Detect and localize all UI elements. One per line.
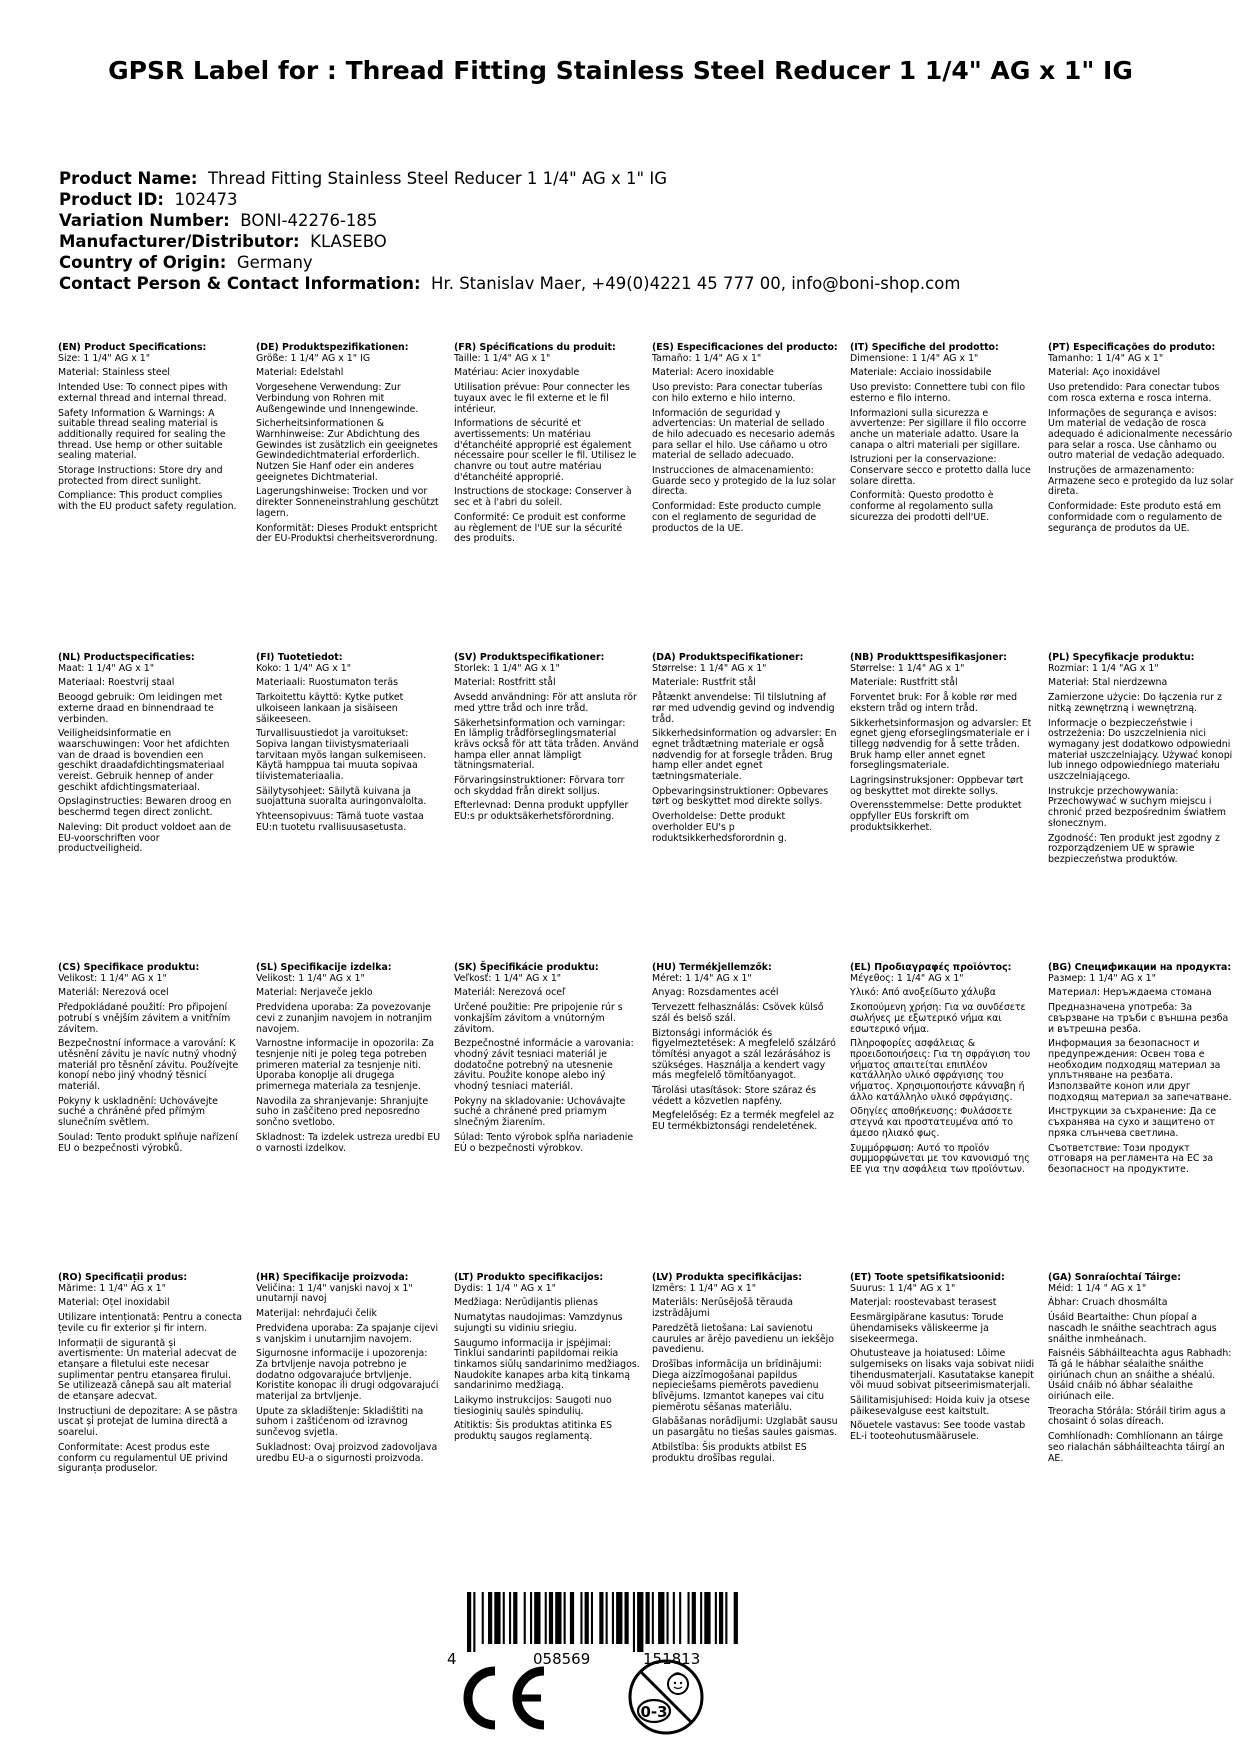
spec-line: Safety Information & Warnings: A suitable thread sealing material is additionally required for sealing the thread. Use hemp or other suitable sealing material. — [58, 407, 226, 462]
barcode-bar — [524, 1592, 526, 1644]
barcode-bar — [700, 1592, 702, 1644]
info-label: Product ID: — [59, 190, 164, 209]
spec-line: Материал: Неръждаема стомана — [1048, 987, 1212, 999]
barcode-bar — [482, 1592, 484, 1644]
spec-heading: (FR) Spécifications du produit: — [454, 342, 616, 353]
spec-line: Materiál: Nerezová oceľ — [454, 987, 566, 999]
spec-line: Veľkosť: 1 1/4" AG x 1" — [454, 972, 562, 984]
spec-line: Beoogd gebruik: Om leidingen met externe draad en binnendraad te verbinden. — [58, 692, 223, 725]
spec-line: Naleving: Dit product voldoet aan de EU-voorschriften voor productveiligheid. — [58, 821, 231, 855]
spec-line: Koko: 1 1/4" AG x 1" — [256, 662, 352, 674]
spec-line: Bezpečnostné informácie a varovania: vhodný závit tesniaci materiál je dodatočne potrebný na utesnenie závitu. Použite konope alebo iný vhodný tesniaci materiál. — [454, 1038, 634, 1093]
spec-line: Συμμόρφωση: Αυτό το προϊόν συμμορφώνεται με τον κανονισμό της ΕΕ για την ασφάλεια των προϊόντων. — [850, 1142, 1030, 1175]
spec-line: Ábhar: Cruach dhosmálta — [1048, 1297, 1168, 1309]
spec-line: Instrucțiuni de depozitare: A se păstra uscat și protejat de lumina directă a soarelui. — [58, 1405, 238, 1439]
barcode-bar — [503, 1592, 505, 1644]
spec-line: Treoracha Stórála: Stóráil tirim agus a chosaint ó solas díreach. — [1048, 1405, 1226, 1428]
spec-line: Overholdelse: Dette produkt overholder EU's p roduktsikkerhedsforordnin g. — [652, 811, 787, 844]
spec-line: Materiale: Rustfritt stål — [850, 677, 958, 689]
spec-line: Material: Edelstahl — [256, 367, 344, 379]
spec-heading: (NB) Produkttspesifikasjoner: — [850, 652, 1007, 663]
spec-heading: (LT) Produkto specifikacijos: — [454, 1272, 604, 1283]
age-warning — [626, 1657, 706, 1741]
spec-heading: (EL) Προδιαγραφές προϊόντος: — [850, 962, 1012, 973]
barcode-bar — [534, 1592, 540, 1644]
info-label: Manufacturer/Distributor: — [59, 232, 300, 251]
spec-line: Υλικό: Από ανοξείδωτο χάλυβα — [850, 987, 996, 999]
spec-line: Sukladnost: Ovaj proizvod zadovoljava uredbu EU-a o sigurnosti proizvoda. — [256, 1441, 438, 1464]
spec-line: Conformitate: Acest produs este conform cu regulamentul UE privind siguranța produselor. — [58, 1441, 228, 1475]
spec-line: Materiaal: Roestvrij staal — [58, 677, 175, 689]
spec-line: Informations de sécurité et avertissements: Un matériau d'étanchéité approprié est également nécessaire pour sceller le fil. Utilisez le chanvre ou tout autre matériau d'étanchéité approprié. — [454, 418, 637, 483]
spec-line: Vorgesehene Verwendung: Zur Verbindung von Rohren mit Außengewinde und Innengewinde. — [256, 382, 419, 415]
spec-line: Anyag: Rozsdamentes acél — [652, 987, 779, 999]
spec-heading: (SL) Specifikacije izdelka: — [256, 962, 392, 973]
not-for-children-icon — [626, 1657, 706, 1737]
spec-line: Предназначена употреба: За свързване на тръби с външна резба и вътрешна резба. — [1048, 1002, 1229, 1035]
spec-block — [256, 343, 442, 549]
spec-line: Инструкции за съхранение: Да се съхранява на сухо и защитено от пряка слънчева светлина. — [1048, 1106, 1217, 1139]
barcode-bar — [488, 1592, 492, 1644]
barcode-bar — [715, 1592, 717, 1644]
spec-line: Material: Oțel inoxidabil — [58, 1297, 170, 1309]
spec-line: Instructions de stockage: Conserver à sec et à l'abri du soleil. — [454, 486, 632, 509]
spec-block — [58, 1273, 244, 1479]
spec-line: Materiál: Nerezová ocel — [58, 987, 169, 999]
spec-heading: (HU) Termékjellemzők: — [652, 962, 772, 973]
spec-line: Skladnost: Ta izdelek ustreza uredbi EU o varnosti izdelkov. — [256, 1131, 441, 1154]
barcode-bar — [725, 1592, 727, 1644]
barcode-digits: 058569 — [533, 1650, 591, 1668]
ce-mark — [455, 1665, 550, 1735]
spec-line: Turvallisuustiedot ja varoitukset: Sopiva langan tiivistysmateriaali tarvitaan myös langan sulkemiseen. Käytä hamppua tai muuta sopivaa tiivistemateriaalia. — [256, 728, 427, 783]
barcode-bar — [679, 1592, 681, 1644]
spec-line: Overensstemmelse: Dette produktet oppfyller EUs forskrift om produktsikkerhet. — [850, 800, 1022, 833]
spec-line: Sicherheitsinformationen & Warnhinweise: Zur Abdichtung des Gewindes ist zusätzlich ein geeignetes Gewindedichtmaterial erforderlich. Nutzen Sie Hanf oder ein anderes geeignetes Dichtmaterial. — [256, 418, 438, 483]
spec-line: Material: Stainless steel — [58, 367, 170, 379]
spec-line: Méret: 1 1/4" AG x 1" — [652, 972, 752, 984]
spec-line: Veiligheidsinformatie en waarschuwingen: Voor het afdichten van de draad is bovendien een geschikt draadafdichtingsmateriaal vereist. Gebruik hennep of ander geschikt afdichtingsmateriaal. — [58, 728, 230, 793]
spec-line: Opbevaringsinstruktioner: Opbevares tørt og beskyttet mod direkte sollys. — [652, 785, 829, 808]
barcode-bar — [637, 1592, 643, 1652]
spec-block — [1048, 653, 1234, 870]
page-title: GPSR Label for : Thread Fitting Stainless Steel Reducer 1 1/4" AG x 1" IG — [108, 56, 1133, 85]
spec-heading: (ES) Especificaciones del producto: — [652, 342, 838, 353]
spec-block — [1048, 963, 1234, 1180]
spec-line: Predviđena uporaba: Za spajanje cijevi s vanjskim i unutarnjim navojem. — [256, 1322, 439, 1345]
spec-line: Materiāls: Nerūsējošā tērauda izstrādājumi — [652, 1297, 793, 1320]
spec-line: Material: Nerjaveče jeklo — [256, 987, 373, 999]
info-contact — [59, 273, 960, 294]
spec-line: Méid: 1 1/4 " AG x 1" — [1048, 1282, 1147, 1294]
spec-line: Informações de segurança e avisos: Um material de vedação de rosca adequado é adicionalmente necessário para selar a rosca. Use cânhamo ou outro material de vedação adequado. — [1048, 407, 1233, 462]
spec-line: Atbilstība: Šis produkts atbilst ES produktu drošības regulai. — [652, 1441, 807, 1464]
spec-line: Material: Acero inoxidable — [652, 367, 774, 379]
barcode-bar — [564, 1592, 566, 1644]
spec-line: Informacje o bezpieczeństwie i ostrzeżenia: Do uszczelnienia nici wymagany jest dodatkowo odpowiedni materiał uszczelniający. Używać konopi lub innego odpowiedniego materiału uszczelniającego. — [1048, 717, 1233, 783]
spec-line: Säilitamisjuhised: Hoida kuiv ja otsese päikesevalguse eest kaitstult. — [850, 1395, 1030, 1417]
spec-line: Navodila za shranjevanje: Shranjujte suho in zaščiteno pred neposredno sončno svetlobo. — [256, 1095, 429, 1129]
spec-line: Größe: 1 1/4" AG x 1" IG — [256, 352, 371, 364]
barcode-bar — [545, 1592, 547, 1644]
spec-line: Suurus: 1 1/4" AG x 1" — [850, 1282, 956, 1294]
barcode-bar — [667, 1592, 669, 1644]
spec-line: Lagerungshinweise: Trocken und vor direkter Sonneneinstrahlung geschützt lagern. — [256, 486, 439, 519]
spec-heading: (DA) Produktspecifikationer: — [652, 652, 804, 663]
spec-line: Forventet bruk: For å koble rør med ekstern tråd og intern tråd. — [850, 692, 1018, 714]
spec-line: Tárolási utasítások: Store száraz és védett a közvetlen napfény. — [652, 1085, 817, 1107]
spec-line: Tarkoitettu käyttö: Kytke putket ulkoiseen lankaan ja sisäiseen säikeeseen. — [256, 692, 404, 725]
spec-line: Opslaginstructies: Bewaren droog en beschermd tegen direct zonlicht. — [58, 796, 232, 819]
barcode-bar — [704, 1592, 710, 1644]
info-value: 102473 — [174, 190, 238, 209]
spec-line: Σκοπούμενη χρήση: Για να συνδέσετε σωλήνες με εξωτερικό νήμα και εσωτερικό νήμα. — [850, 1002, 1026, 1035]
spec-line: Úsáid Beartaithe: Chun píopaí a nascadh le snáithe seachtrach agus snáithe inmheánach. — [1048, 1312, 1217, 1345]
spec-line: Nõuetele vastavus: See toode vastab EL-i tooteohutusmäärusele. — [850, 1420, 1026, 1443]
spec-block — [256, 963, 442, 1158]
spec-line: Megfelelőség: Ez a termék megfelel az EU termékbiztonsági rendeletének. — [652, 1110, 834, 1133]
info-country-of-origin — [59, 252, 960, 273]
spec-line: Размер: 1 1/4" AG x 1" — [1048, 972, 1156, 984]
spec-block — [454, 963, 640, 1158]
spec-line: Påtænkt anvendelse: Til tilslutning af rør med udvendig gevind og indvendig tråd. — [652, 692, 835, 725]
info-manufacturer — [59, 231, 960, 252]
spec-line: Sigurnosne informacije i upozorenja: Za brtvljenje navoja potrebno je dodatno odgovarajuće brtvljenje. Koristite konopac ili drugi odgovarajući materijal za brtvljenje. — [256, 1348, 439, 1403]
spec-line: Uso previsto: Connettere tubi con filo esterno e filo interno. — [850, 382, 1026, 404]
spec-line: Säilytysohjeet: Säilytä kuivana ja suojattuna suoralta auringonvalolta. — [256, 785, 427, 808]
spec-line: Conformità: Questo prodotto è conforme al regolamento sulla sicurezza dei prodotti dell'UE. — [850, 490, 994, 523]
spec-heading: (EN) Product Specifications: — [58, 342, 207, 353]
spec-line: Instrucciones de almacenamiento: Guarde seco y protegido de la luz solar directa. — [652, 465, 836, 498]
spec-line: Tamaño: 1 1/4" AG x 1" — [652, 352, 762, 364]
spec-heading: (SK) Špecifikácie produktu: — [454, 962, 599, 973]
barcode-bar — [555, 1592, 561, 1644]
spec-line: Paredzētā lietošana: Lai savienotu caurules ar ārējo pavedienu un iekšējo pavedienu. — [652, 1322, 834, 1356]
spec-line: Eesmärgipärane kasutus: Torude ühendamiseks väliskeerme ja sisekeermega. — [850, 1312, 1004, 1345]
spec-line: Efterlevnad: Denna produkt uppfyller EU:s pr oduktsäkerhetsförordning. — [454, 800, 629, 823]
barcode-bar — [658, 1592, 664, 1644]
spec-block — [850, 1273, 1036, 1447]
barcode-bar — [673, 1592, 675, 1644]
spec-block — [652, 963, 838, 1137]
spec-heading: (GA) Sonraíochtaí Táirge: — [1048, 1272, 1181, 1283]
spec-line: Konformität: Dieses Produkt entspricht der EU-Produktsi cherheitsverordnung. — [256, 522, 438, 545]
spec-line: Predvidena uporaba: Za povezovanje cevi z zunanjim navojem in notranjim navojem. — [256, 1002, 432, 1035]
barcode-bar — [585, 1592, 589, 1644]
barcode-bar — [633, 1592, 635, 1652]
spec-line: Varnostne informacije in opozorila: Za tesnjenje niti je poleg tega potreben primeren material za tesnjenje niti. Uporaba konoplje ali drugega primernega materiala za tesnjenje. — [256, 1038, 435, 1093]
spec-line: Utilizare intenționată: Pentru a conecta țevile cu fir exterior și fir intern. — [58, 1312, 242, 1334]
barcode-digits: 151813 — [643, 1650, 701, 1668]
barcode-bar — [570, 1592, 574, 1644]
spec-line: Faisnéis Sábháilteachta agus Rabhadh: Tá gá le hábhar séalaithe snáithe oiriúnach chun an snáithe a shéalú. Úsáid cnáib nó ábhar séalaithe oiriúnach eile. — [1048, 1348, 1232, 1403]
barcode-bar — [473, 1592, 475, 1652]
spec-line: Förvaringsinstruktioner: Förvara torr och skyddad från direkt solljus. — [454, 775, 625, 797]
info-product-name — [59, 168, 960, 189]
spec-block — [1048, 1273, 1234, 1468]
spec-block — [652, 653, 838, 848]
spec-line: Conformité: Ce produit est conforme au règlement de l'UE sur la sécurité des produits. — [454, 511, 626, 545]
spec-heading: (PT) Especificações do produto: — [1048, 342, 1216, 353]
spec-line: Informazioni sulla sicurezza e avvertenze: Per sigillare il filo occorre anche un materiale adatto. Usare la canapa o altri materiali per sigillare. — [850, 407, 1027, 451]
spec-block — [256, 1273, 442, 1468]
barcode-bar — [513, 1592, 517, 1644]
spec-block — [652, 343, 838, 538]
product-info — [59, 168, 960, 294]
spec-line: Compliance: This product complies with the EU product safety regulation. — [58, 490, 237, 513]
spec-block — [652, 1273, 838, 1468]
spec-line: Glabāšanas norādījumi: Uzglabāt sausu un pasargātu no tiešas saules gaismas. — [652, 1416, 838, 1439]
spec-line: Laikymo instrukcijos: Saugoti nuo tiesioginių saulės spindulių. — [454, 1395, 612, 1417]
spec-line: Sikkerhetsinformasjon og advarsler: Et egnet gjeng eforseglingsmateriale er i tillegg nødvendig for å sette tråden. Bruk hamp eller annet egnet forseglingsmateriale. — [850, 717, 1032, 772]
info-label: Product Name: — [59, 169, 198, 188]
spec-block — [58, 343, 244, 517]
info-value: Germany — [236, 253, 313, 272]
spec-line: Størrelse: 1 1/4" AG x 1" — [652, 662, 767, 674]
barcode-bar — [549, 1592, 553, 1644]
info-value: Thread Fitting Stainless Steel Reducer 1 1/4" AG x 1" IG — [207, 169, 668, 188]
spec-heading: (CS) Specifikace produktu: — [58, 962, 200, 973]
spec-line: Informații de siguranță și avertismente: Un material adecvat de etanșare a filetului este necesar suplimentar pentru etanșarea firului. Se utilizează cânepă sau alt material de etanșare adecvat. — [58, 1337, 237, 1403]
spec-block — [256, 653, 442, 838]
info-product-id — [59, 189, 960, 210]
spec-block — [850, 653, 1036, 838]
spec-heading: (RO) Specificații produs: — [58, 1272, 188, 1283]
spec-line: Soulad: Tento produkt splňuje nařízení EU o bezpečnosti výrobků. — [58, 1131, 238, 1154]
spec-line: Materiale: Rustfrit stål — [652, 677, 756, 689]
info-label: Variation Number: — [59, 211, 230, 230]
spec-block — [1048, 343, 1234, 538]
barcode-bar — [580, 1592, 582, 1644]
barcode-bar — [719, 1592, 723, 1644]
spec-line: Materjal: roostevabast terasest — [850, 1297, 997, 1309]
spec-line: Velikost: 1 1/4" AG x 1" — [256, 972, 365, 984]
spec-line: Yhteensopivuus: Tämä tuote vastaa EU:n tuotetu rvallisuusasetusta. — [256, 811, 424, 833]
barcode-bar — [599, 1592, 603, 1644]
spec-line: Material: Rostfritt stål — [454, 677, 556, 689]
info-variation-number — [59, 210, 960, 231]
spec-line: Ohutusteave ja hoiatused: Lõime sulgemiseks on lisaks vaja sobivat niidi tihendusmaterjali. Kasutatakse kanepit või muud sobivat pitseerimismaterjali. — [850, 1348, 1035, 1392]
spec-line: Předpokládané použití: Pro připojení potrubí s vnějším závitem a vnitřním závitem. — [58, 1002, 231, 1035]
spec-line: Size: 1 1/4" AG x 1" — [58, 352, 151, 364]
spec-line: Storlek: 1 1/4" AG x 1" — [454, 662, 560, 674]
spec-block — [454, 653, 640, 827]
spec-line: Съответствие: Този продукт отговаря на регламента на ЕС за безопасност на продуктите. — [1048, 1142, 1214, 1175]
spec-line: Istruzioni per la conservazione: Conservare secco e protetto dalla luce solare diretta. — [850, 454, 1031, 487]
spec-line: Zgodność: Ten produkt jest zgodny z rozporządzeniem UE w sprawie bezpieczeństwa produktów. — [1048, 832, 1220, 865]
spec-line: Utilisation prévue: Pour connecter les tuyaux avec le fil externe et le fil intérieur. — [454, 382, 630, 415]
barcode-bar — [688, 1592, 690, 1644]
spec-line: Materiaali: Ruostumaton teräs — [256, 677, 398, 689]
spec-line: Upute za skladištenje: Skladištiti na suhom i zaštićenom od izravnog sunčevog svjetla. — [256, 1405, 424, 1439]
spec-heading: (ET) Toote spetsifikatsioonid: — [850, 1272, 1005, 1283]
spec-line: Materiale: Acciaio inossidabile — [850, 367, 992, 379]
spec-block — [454, 343, 640, 549]
barcode-bar — [591, 1592, 593, 1644]
spec-line: Storage Instructions: Store dry and protected from direct sunlight. — [58, 465, 223, 487]
spec-heading: (FI) Tuotetiedot: — [256, 652, 343, 663]
spec-line: Taille: 1 1/4" AG x 1" — [454, 352, 551, 364]
spec-line: Säkerhetsinformation och varningar: En lämplig trådförseglingsmaterial krävs också för att täta tråden. Använd hampa eller annat lämpligt tätningsmaterial. — [454, 717, 639, 772]
spec-line: Biztonsági információk és figyelmeztetések: A megfelelő szálzáró tömítési anyagot a szál lezárásához is szükséges. Használja a kendert vagy más megfelelő tömítőanyagot. — [652, 1027, 836, 1082]
spec-line: Súlad: Tento výrobok spĺňa nariadenie EÚ o bezpečnosti výrobkov. — [454, 1131, 634, 1154]
spec-line: Información de seguridad y advertencias: Un material de sellado de hilo adecuado es necesario además para sellar el hilo. Use cáñamo u otro material de sellado adecuado. — [652, 407, 835, 462]
spec-line: Информация за безопасност и предупреждения: Освен това е необходим подходящ материал за уплътняване на резбата. Използвайте коноп или друг подходящ материал за запечатване. — [1048, 1038, 1232, 1103]
barcode-bar — [646, 1592, 650, 1644]
spec-heading: (LV) Produkta specifikācijas: — [652, 1272, 802, 1283]
spec-line: Drošības informācija un brīdinājumi: Diega aizzīmogošanai papildus nepieciešams piemērots pavedienu blīvējums. Izmantot kaņepes vai citu piemērotu sēšanas materiālu. — [652, 1358, 825, 1413]
spec-line: Conformidade: Este produto está em conformidade com o regulamento de segurança de produtos da UE. — [1048, 501, 1223, 534]
spec-line: Medžiaga: Nerūdijantis plienas — [454, 1297, 598, 1309]
spec-line: Saugumo informacija ir įspėjimai: Tinklui sandarinti papildomai reikia tinkamos siūlų sandarinimo medžiagos. Naudokite kanapes arba kitą tinkamą sandarinimo medžiagą. — [454, 1337, 640, 1392]
spec-line: Veličina: 1 1/4" vanjski navoj x 1" unutarnji navoj — [256, 1282, 413, 1305]
spec-line: Bezpečnostní informace a varování: K utěsnění závitu je navíc nutný vhodný materiál pro těsnění závitu. Používejte konopí nebo jiný vhodný těsnicí materiál. — [58, 1038, 239, 1093]
spec-line: Numatytas naudojimas: Vamzdynus sujungti su vidiniu sriegiu. — [454, 1312, 623, 1334]
spec-line: Tamanho: 1 1/4" AG x 1" — [1048, 352, 1164, 364]
spec-line: Μέγεθος: 1 1/4" AG x 1" — [850, 972, 964, 984]
spec-line: Uso previsto: Para conectar tuberías con hilo externo e hilo interno. — [652, 382, 823, 404]
spec-line: Zamierzone użycie: Do łączenia rur z nitką zewnętrzną i wewnętrzną. — [1048, 692, 1222, 714]
spec-line: Størrelse: 1 1/4" AG x 1" — [850, 662, 965, 674]
barcode-bar — [612, 1592, 614, 1644]
spec-heading: (IT) Specifiche del prodotto: — [850, 342, 999, 353]
spec-line: Dimensione: 1 1/4" AG x 1" — [850, 352, 979, 364]
spec-line: Rozmiar: 1 1/4 "AG x 1" — [1048, 662, 1159, 674]
barcode-bar — [734, 1592, 738, 1644]
info-value: BONI-42276-185 — [240, 211, 378, 230]
spec-line: Intended Use: To connect pipes with external thread and internal thread. — [58, 382, 228, 404]
barcode-bar — [530, 1592, 532, 1644]
info-value: KLASEBO — [310, 232, 387, 251]
barcode-bar — [494, 1592, 500, 1644]
spec-line: Určené použitie: Pre pripojenie rúr s vonkajším závitom a vnútorným závitom. — [454, 1002, 623, 1035]
barcode-bar — [692, 1592, 696, 1644]
spec-block — [850, 963, 1036, 1180]
info-label: Contact Person & Contact Information: — [59, 274, 421, 293]
barcode-bar — [606, 1592, 608, 1644]
barcode-bar — [509, 1592, 511, 1644]
spec-line: Tervezett felhasználás: Csövek külső szál és belső szál. — [652, 1002, 824, 1024]
spec-line: Instrukcje przechowywania: Przechowywać w suchym miejscu i chronić przed bezpośrednim światłem słonecznym. — [1048, 785, 1226, 829]
ce-mark-icon — [455, 1665, 550, 1731]
spec-line: Atitiktis: Šis produktas atitinka ES produktų saugos reglamentą. — [454, 1420, 613, 1443]
spec-line: Conformidad: Este producto cumple con el reglamento de seguridad de productos de la UE. — [652, 501, 822, 534]
spec-line: Instruções de armazenamento: Armazene seco e protegido da luz solar direta. — [1048, 465, 1234, 498]
barcode-bar — [652, 1592, 654, 1644]
spec-heading: (DE) Produktspezifikationen: — [256, 342, 409, 353]
spec-line: Materiał: Stal nierdzewna — [1048, 677, 1168, 689]
spec-line: Uso pretendido: Para conectar tubos com rosca externa e rosca interna. — [1048, 382, 1220, 404]
spec-heading: (BG) Спецификации на продукта: — [1048, 962, 1232, 973]
spec-line: Maat: 1 1/4" AG x 1" — [58, 662, 155, 674]
spec-heading: (PL) Specyfikacje produktu: — [1048, 652, 1195, 663]
spec-heading: (HR) Specifikacije proizvoda: — [256, 1272, 409, 1283]
spec-line: Lagringsinstruksjoner: Oppbevar tørt og beskyttet mot direkte sollys. — [850, 775, 1024, 797]
spec-block — [58, 963, 244, 1158]
spec-line: Sikkerhedsinformation og advarsler: En egnet trådtætning materiale er også nødvendig for at forsegle tråden. Brug hamp eller andet egnet tætningsmateriale. — [652, 728, 837, 783]
spec-line: Dydis: 1 1/4 " AG x 1" — [454, 1282, 556, 1294]
spec-block — [454, 1273, 640, 1447]
barcode-bar — [625, 1592, 629, 1644]
spec-line: Materijal: nehrđajući čelik — [256, 1308, 377, 1320]
spec-heading: (SV) Produktspecifikationer: — [454, 652, 605, 663]
spec-heading: (NL) Productspecificaties: — [58, 652, 195, 663]
spec-line: Comhlíonadh: Comhlíonann an táirge seo rialachán sábháilteachta táirgí an AE. — [1048, 1431, 1225, 1464]
spec-block — [850, 343, 1036, 528]
age-warning-label: 0-3 — [640, 1703, 668, 1721]
spec-line: Matériau: Acier inoxydable — [454, 367, 580, 379]
barcode-digits: 4 — [447, 1650, 457, 1668]
spec-line: Avsedd användning: För att ansluta rör med yttre tråd och inre tråd. — [454, 692, 637, 714]
spec-block — [58, 653, 244, 859]
barcode-bar — [467, 1592, 471, 1652]
spec-line: Pokyny k uskladnění: Uchovávejte suché a chráněné před přímým slunečním světlem. — [58, 1095, 218, 1129]
spec-line: Izmērs: 1 1/4" AG x 1" — [652, 1282, 757, 1294]
spec-line: Pokyny na skladovanie: Uchovávajte suché a chránené pred priamym slnečným žiarením. — [454, 1095, 626, 1129]
spec-line: Velikost: 1 1/4" AG x 1" — [58, 972, 167, 984]
info-value: Hr. Stanislav Maer, +49(0)4221 45 777 00, info@boni-shop.com — [431, 274, 961, 293]
spec-line: Material: Aço inoxidável — [1048, 367, 1161, 379]
spec-line: Πληροφορίες ασφάλειας & προειδοποιήσεις: Για τη σφράγιση του νήματος απαιτείται επιπλέον κατάλληλο υλικό σφράγισης του νήματος. Χρησιμοποιήστε κάνναβη ή άλλο κατάλληλο υλικό σφράγισης. — [850, 1038, 1031, 1103]
spec-line: Mărime: 1 1/4" AG x 1" — [58, 1282, 166, 1294]
spec-line: Οδηγίες αποθήκευσης: Φυλάσσετε στεγνά και προστατευμένα από το άμεσο ηλιακό φως. — [850, 1106, 1014, 1139]
barcode-bar — [616, 1592, 622, 1644]
info-label: Country of Origin: — [59, 253, 227, 272]
